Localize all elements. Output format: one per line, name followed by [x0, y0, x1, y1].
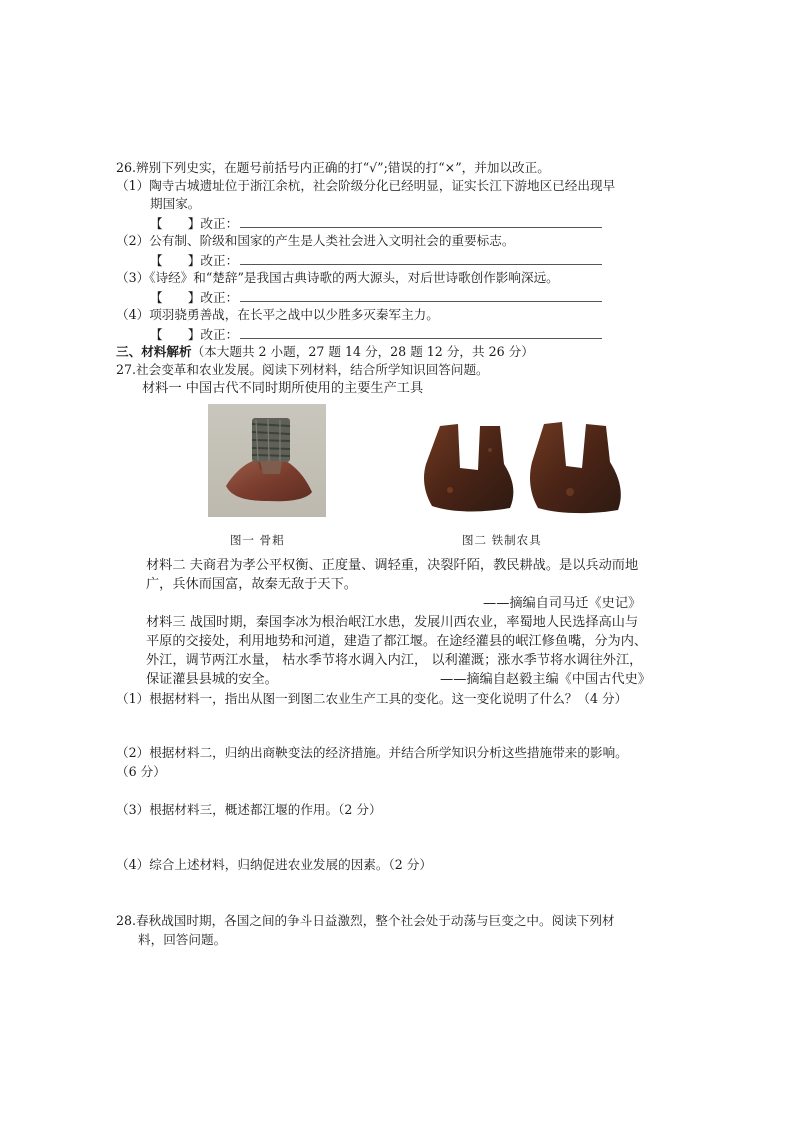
judgement-bracket[interactable]: 【 】 [150, 253, 201, 268]
section3-title: 三、材料解析 [116, 344, 192, 359]
section3-note: （本大题共 2 小题，27 题 14 分，28 题 12 分，共 26 分） [191, 344, 534, 359]
q27-subquestion-2-line2: （6 分） [116, 764, 166, 779]
figure2-caption: 图二 铁制农具 [462, 533, 542, 547]
judgement-bracket[interactable]: 【 】 [150, 216, 201, 231]
q27-material3-line1: 材料三 战国时期，秦国李冰为根治岷江水患，发展川西农业，率蜀地人民选择高山与 [146, 615, 639, 630]
q27-material1-title: 材料一 中国古代不同时期所使用的主要生产工具 [142, 381, 424, 396]
q27-stem: 27.社会变革和农业发展。阅读下列材料，结合所学知识回答问题。 [116, 362, 489, 377]
correction-blank[interactable] [240, 325, 602, 339]
section3-heading [116, 344, 534, 360]
q26-item4: （4）项羽骁勇善战，在长平之战中以少胜多灭秦军主力。 [116, 307, 439, 322]
q26-item3: （3）《诗经》和“楚辞”是我国古典诗歌的两大源头，对后世诗歌创作影响深远。 [116, 270, 559, 285]
q26-item1-line1: （1）陶寺古城遗址位于浙江余杭，社会阶级分化已经明显，证实长江下游地区已经出现早 [116, 178, 616, 193]
q27-subquestion-3: （3）根据材料三，概述都江堰的作用。（2 分） [116, 802, 382, 817]
q26-stem: 26.辨别下列史实，在题号前括号内正确的打“√”;错误的打“×”，并加以改正。 [116, 160, 550, 175]
q27-material2-line2: 广，兵休而国富，故秦无敌于天下。 [146, 577, 357, 592]
q27-material3-source: ——摘编自赵毅主编《中国古代史》 [440, 672, 651, 687]
judgement-bracket[interactable]: 【 】 [150, 290, 201, 305]
q26-item2: （2）公有制、阶级和国家的产生是人类社会进入文明社会的重要标志。 [116, 233, 515, 248]
figure2-iron-tools-image [420, 420, 630, 520]
q28-stem-line1: 28.春秋战国时期，各国之间的争斗日益激烈，整个社会处于动荡与巨变之中。阅读下列材 [116, 913, 615, 928]
figure1-caption: 图一 骨耜 [230, 533, 285, 547]
q26-answer-row-1 [150, 214, 602, 232]
q26-answer-row-4 [150, 325, 602, 343]
correction-label: 改正： [200, 327, 239, 342]
correction-label: 改正： [200, 216, 239, 231]
q27-material3-line3: 外江，调节两江水量， 枯水季节将水调入内江， 以利灌溉；涨水季节将水调往外江， [146, 653, 643, 668]
q27-subquestion-4: （4）综合上述材料，归纳促进农业发展的因素。（2 分） [116, 857, 432, 872]
q27-material3-line2: 平原的交接处，利用地势和河道，建造了都江堰。在途经灌县的岷江修鱼嘴，分为内、 [146, 634, 648, 649]
correction-label: 改正： [200, 253, 239, 268]
correction-blank[interactable] [240, 214, 602, 228]
q27-material3-line4: 保证灌县县城的安全。 [146, 672, 278, 687]
correction-label: 改正： [200, 290, 239, 305]
q28-stem-line2: 料，回答问题。 [138, 932, 227, 947]
q26-answer-row-2 [150, 251, 602, 269]
correction-blank[interactable] [240, 251, 602, 265]
q26-item1-line2: 期国家。 [150, 196, 201, 211]
judgement-bracket[interactable]: 【 】 [150, 327, 201, 342]
q27-subquestion-2-line1: （2）根据材料二，归纳出商鞅变法的经济措施。并结合所学知识分析这些措施带来的影响。 [116, 745, 628, 760]
correction-blank[interactable] [240, 288, 602, 302]
q27-material2-source: ——摘编自司马迁《史记》 [483, 596, 642, 611]
q27-material2-line1: 材料二 夫商君为孝公平权衡、正度量、调轻重，决裂阡陌，教民耕战。是以兵动而地 [146, 558, 639, 573]
bone-spade-illustration [208, 404, 326, 517]
q27-subquestion-1: （1）根据材料一，指出从图一到图二农业生产工具的变化。这一变化说明了什么？（4 分） [116, 691, 628, 706]
q26-answer-row-3 [150, 288, 602, 306]
iron-tools-illustration [420, 420, 630, 520]
figure1-bone-spade-image [208, 404, 326, 517]
